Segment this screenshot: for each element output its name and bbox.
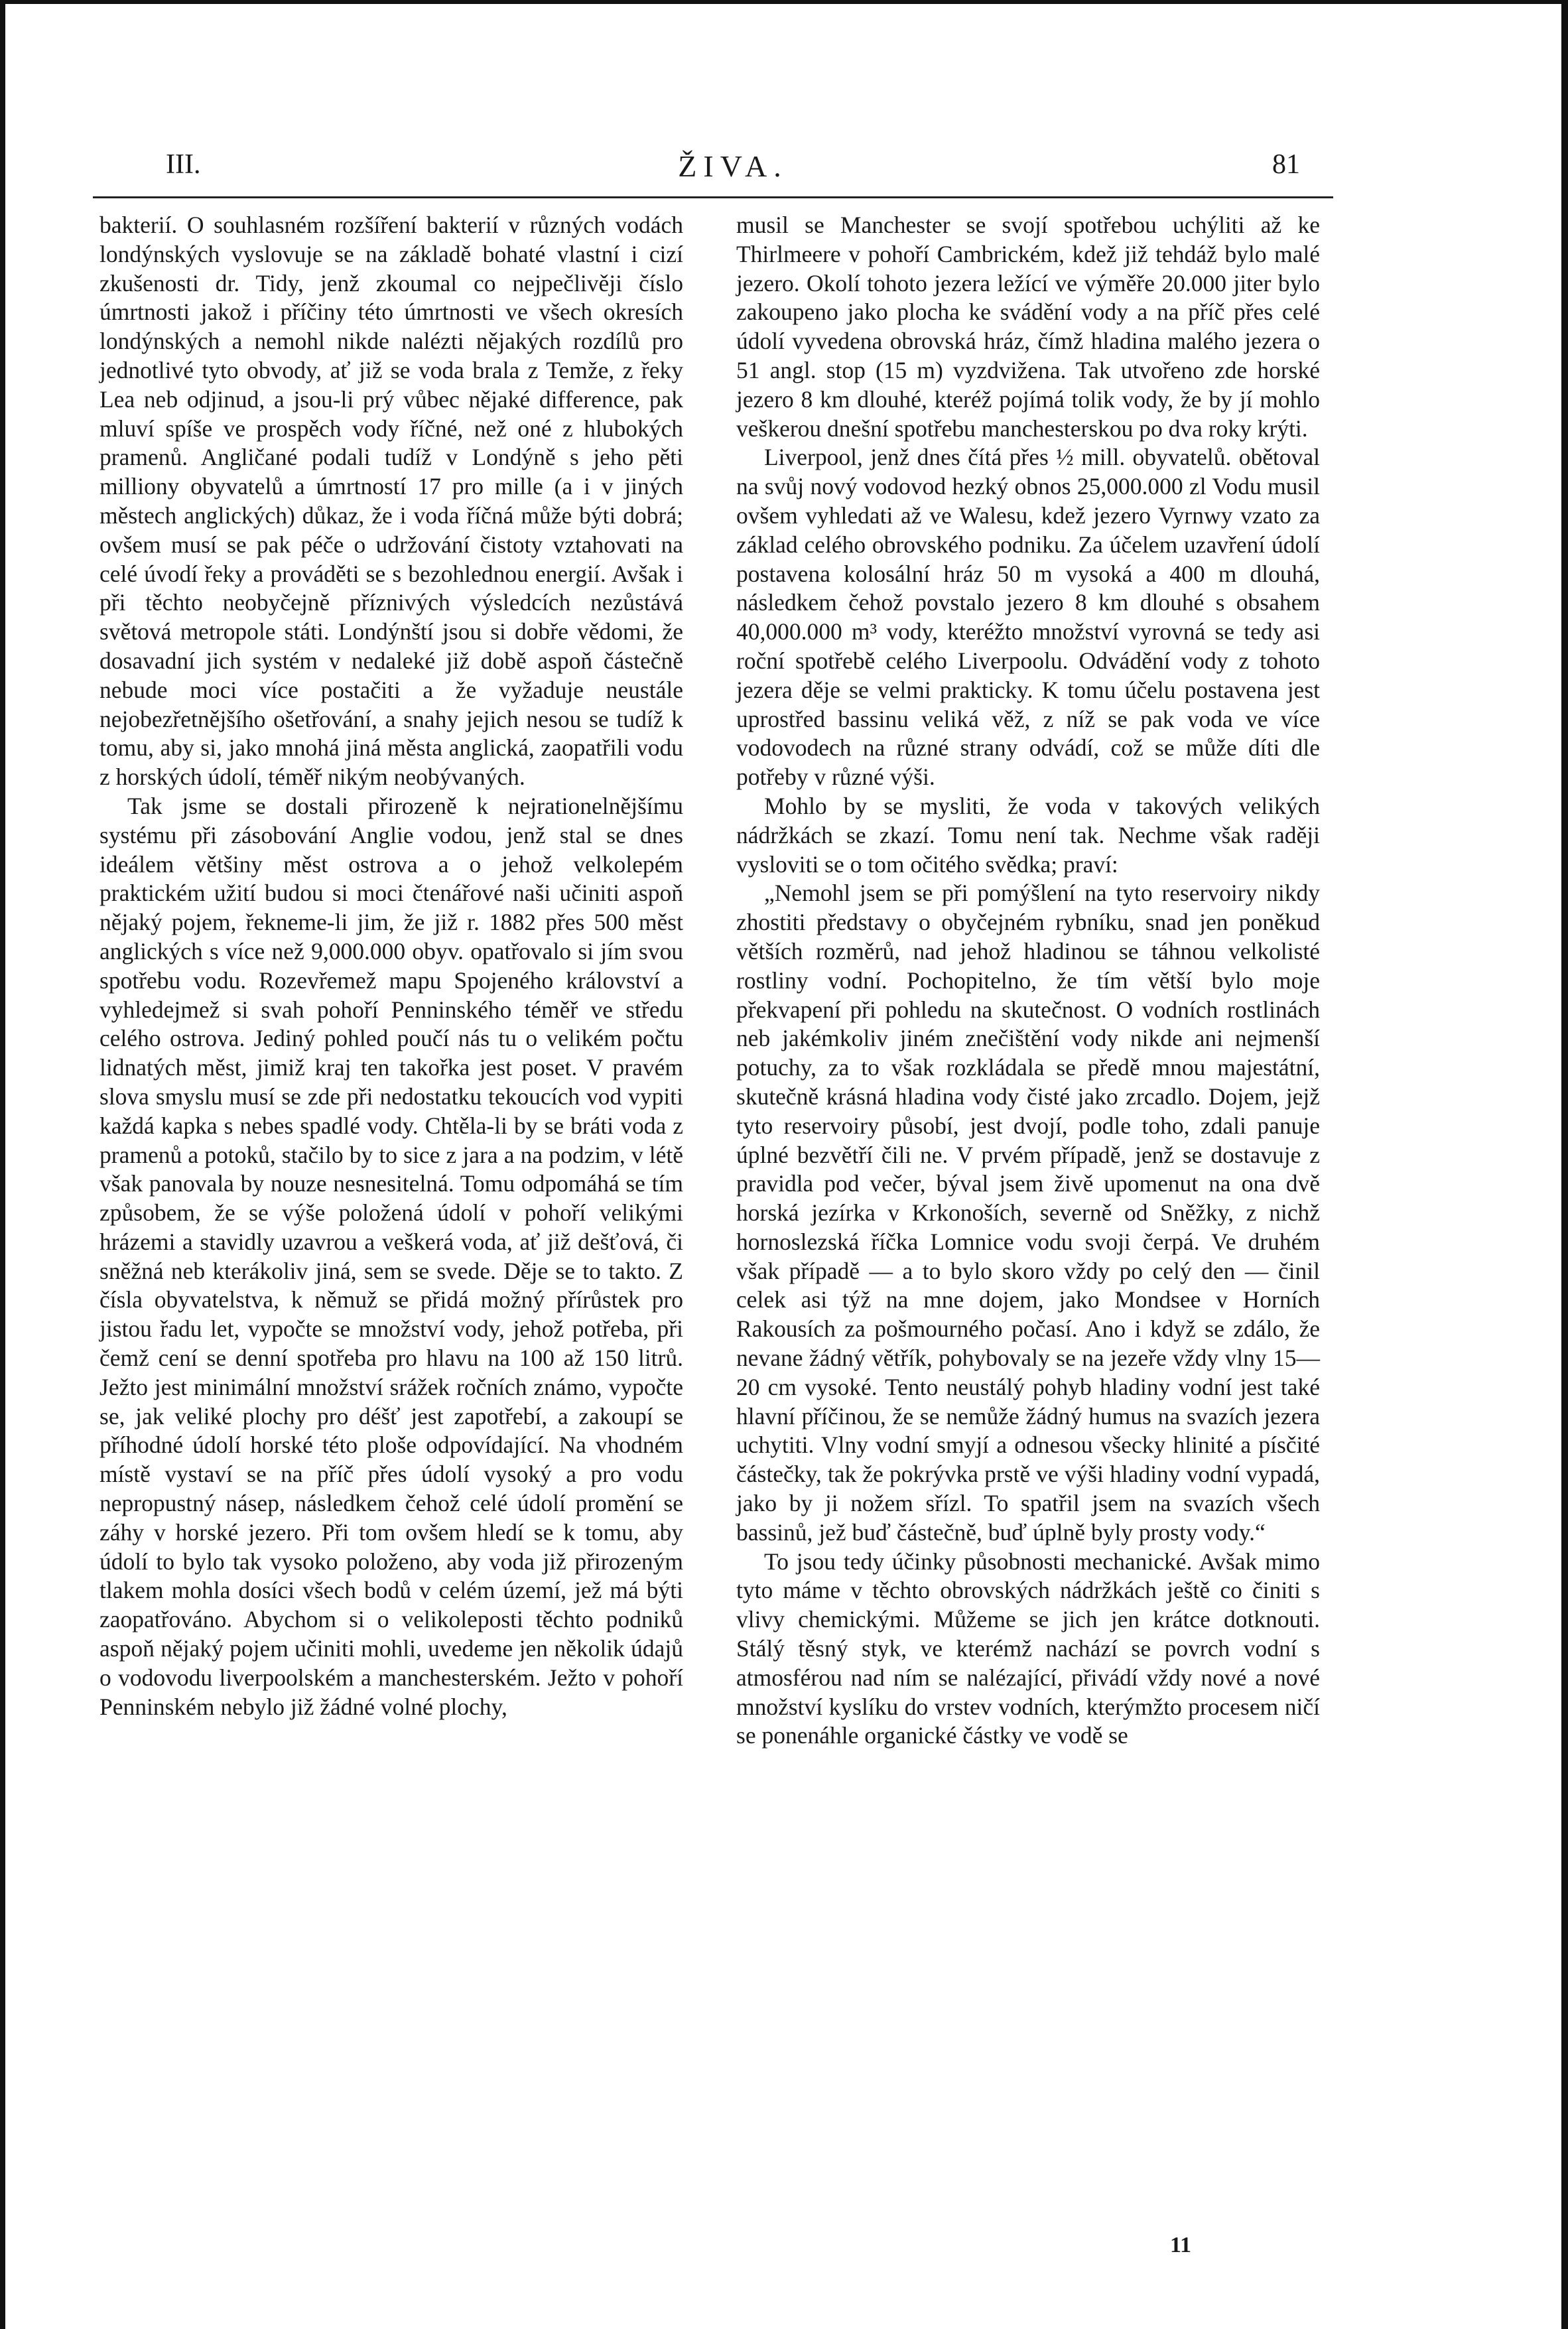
left-column [99, 211, 683, 1721]
volume-number: III. [166, 149, 201, 180]
running-header [166, 149, 1300, 188]
right-paragraph-5: To jsou tedy účinky působnosti mechanické. Avšak mimo tyto máme v těchto obrovských nádržkách ještě co činiti s vlivy chemickými. Můžeme se jich jen krátce dotknouti. Stálý těsný styk, ve kterémž nachází se povrch vodní s atmosférou nad ním se nalézající, přivádí vždy nové a nové množství kyslíku do vrstev vodních, kterýmžto procesem ničí se ponenáhle organické částky ve vodě se [736, 1548, 1320, 1749]
header-rule [93, 196, 1333, 198]
left-paragraph-2: Tak jsme se dostali přirozeně k nejrationelnějšímu systému při zásobování Anglie vodou, jenž stal se dnes ideálem většiny měst ostrova a o jehož velkolepém praktickém užití budou si moci čtenářové naši učiniti aspoň nějaký pojem, řekneme-li jim, že již r. 1882 přes 500 měst anglických s více než 9,000.000 obyv. opatřovalo si jím svou spotřebu vodu. Rozevřemež mapu Spojeného království a vyhledejmež si svah pohoří Penninského téměř ve středu celého ostrova. Jediný pohled poučí nás tu o velikém počtu lidnatých měst, jimiž kraj ten takořka jest poset. V pravém slova smyslu musí se zde při nedostatku tekoucích vod vypiti každá kapka s nebes spadlé vody. Chtěla-li by se bráti voda z pramenů a potoků, stačilo by to sice z jara a na podzim, v létě však panovala by nouze nesnesitelná. Tomu odpomáhá se tím způsobem, že se výše položená údolí v pohoří velikými hrázemi a stavidly uzavrou a veškerá voda, ať již dešťová, či sněžná neb kterákoliv jiná, sem se svede. Děje se to takto. Z čísla obyvatelstva, k němuž se přidá možný přírůstek pro jistou řadu let, vypočte se množství vody, jehož potřeba, při čemž cení se denní spotřeba pro hlavu na 100 až 150 litrů. Ježto jest minimální množství srážek ročních známo, vypočte se, jak veliké plochy pro déšť jest zapotřebí, a zakoupí se příhodné údolí horské této ploše odpovídající. Na vhodném místě vystaví se na příč přes údolí vysoký a pro vodu nepropustný násep, následkem čehož celé údolí promění se záhy v horské jezero. Při tom ovšem hledí se k tomu, aby údolí to bylo tak vysoko položeno, aby voda již přirozeným tlakem mohla dosíci všech bodů v celém území, jež má býti zaopatřováno. Abychom si o velikoleposti těchto podniků aspoň nějaký pojem učiniti mohli, uvedeme jen několik údajů o vodovodu liverpoolském a manchesterském. Ježto v pohoří Penninském nebylo již žádné volné plochy, [99, 792, 683, 1720]
scan-edge-top [0, 0, 1568, 4]
scan-edge-left [0, 0, 5, 2329]
left-paragraph-1: bakterií. O souhlasném rozšíření bakterií v různých vodách londýnských vyslovuje se na základě bohaté vlastní i cizí zkušenosti dr. Tidy, jenž zkoumal co nejpečlivěji číslo úmrtnosti jakož i příčiny této úmrtnosti ve všech okresích londýnských a nemohl nikde nalézti nějakých rozdílů pro jednotlivé tyto obvody, ať již se voda brala z Temže, z řeky Lea neb odjinud, a jsou-li prý vůbec nějaké difference, pak mluví spíše ve prospěch vody říčné, než oné z hlubokých pramenů. Angličané podali tudíž v Londýně s jeho pěti milliony obyvatelů a úmrtností 17 pro mille (a i v jiných městech anglických) důkaz, že i voda říčná může býti dobrá; ovšem musí se pak péče o udržování čistoty vztahovati na celé úvodí řeky a prováděti se s bezohlednou energií. Avšak i při těchto neobyčejně příznivých výsledcích nezůstává světová metropole státi. Londýnští jsou si dobře vědomi, že dosavadní jich systém v nedaleké již době aspoň částečně nebude moci více postačiti a že vyžaduje neustále nejobezřetnějšího ošetřování, a snahy jejich nesou se tudíž k tomu, aby si, jako mnohá jiná města anglická, zaopatřili vodu z horských údolí, téměř nikým neobývaných. [99, 212, 683, 791]
right-paragraph-1: musil se Manchester se svojí spotřebou uchýliti až ke Thirlmeere v pohoří Cambrickém, kdež již tehdáž bylo malé jezero. Okolí tohoto jezera ležící ve výměře 20.000 jiter bylo zakoupeno jako plocha ke svádění vody a na příč přes celé údolí vyvedena obrovská hráz, čímž hladina malého jezera o 51 angl. stop (15 m) vyzdvižena. Tak utvořeno zde horské jezero 8 km dlouhé, kteréž pojímá tolik vody, že by jí mohlo veškerou dnešní spotřebu manchesterskou po dva roky krýti. [736, 212, 1320, 442]
right-paragraph-4: „Nemohl jsem se při pomýšlení na tyto reservoiry nikdy zhostiti představy o obyčejném rybníku, snad jen poněkud větších rozměrů, nad jehož hladinou se táhnou velkolisté rostliny vodní. Pochopitelno, že tím větší bylo moje překvapení při pohledu na skutečnost. O vodních rostlinách neb jakémkoliv jiném znečištění vody nikde ani nejmenší potuchy, za to však rozkládala se předě mnou majestátní, skutečně krásná hladina vody čisté jako zrcadlo. Dojem, jejž tyto reservoiry působí, jest dvojí, podle toho, zdali panuje úplné bezvětří čili ne. V prvém případě, jenž se dostavuje z pravidla pod večer, býval jsem živě upomenut na ona dvě horská jezírka v Krkonoších, severně od Sněžky, z nichž hornoslezská říčka Lomnice vodu svoji čerpá. Ve druhém však případě — a to bylo skoro vždy po celý den — činil celek asi týž na mne dojem, jako Mondsee v Horních Rakousích za pošmourného počasí. Ano i když se zdálo, že nevane žádný větřík, pohybovaly se na jezeře vždy vlny 15—20 cm vysoké. Tento neustálý pohyb hladiny vodní jest také hlavní příčinou, že se nemůže žádný humus na svazích jezera uchytiti. Vlny vodní smyjí a odnesou všecky hlinité a písčité částečky, tak že pokrývka prstě ve výši hladiny vodní vypadá, jako by ji nožem sřízl. To spatřil jsem na svazích všech bassinů, jež buď částečně, buď úplně byly prosty vody.“ [736, 880, 1320, 1546]
signature-number: 11 [1169, 2233, 1192, 2257]
right-column [736, 211, 1320, 1751]
page-number: 81 [1272, 149, 1300, 180]
right-paragraph-3: Mohlo by se mysliti, že voda v takových velikých nádržkách se zkazí. Tomu není tak. Nechme však raději vysloviti se o tom očitého svědka; praví: [736, 792, 1320, 878]
scan-edge-right [1561, 0, 1568, 2329]
right-paragraph-2: Liverpool, jenž dnes čítá přes ½ mill. obyvatelů. obětoval na svůj nový vodovod hezký obnos 25,000.000 zl Vodu musil ovšem vyhledati až ve Walesu, kdež jezero Vyrnwy vzato za základ celého obrovského podniku. Za účelem uzavření údolí postavena kolosální hráz 50 m vysoká a 400 m dlouhá, následkem čehož povstalo jezero 8 km dlouhé s obsahem 40,000.000 m³ vody, kteréžto množství vyrovná se tedy asi roční spotřebě celého Liverpoolu. Odvádění vody z tohoto jezera děje se velmi prakticky. K tomu účelu postavena jest uprostřed bassinu veliká věž, z níž se pak voda ve více vodovodech na různé strany odvádí, což se může díti dle potřeby v různé výši. [736, 444, 1320, 791]
journal-title: ŽIVA. [678, 149, 788, 183]
